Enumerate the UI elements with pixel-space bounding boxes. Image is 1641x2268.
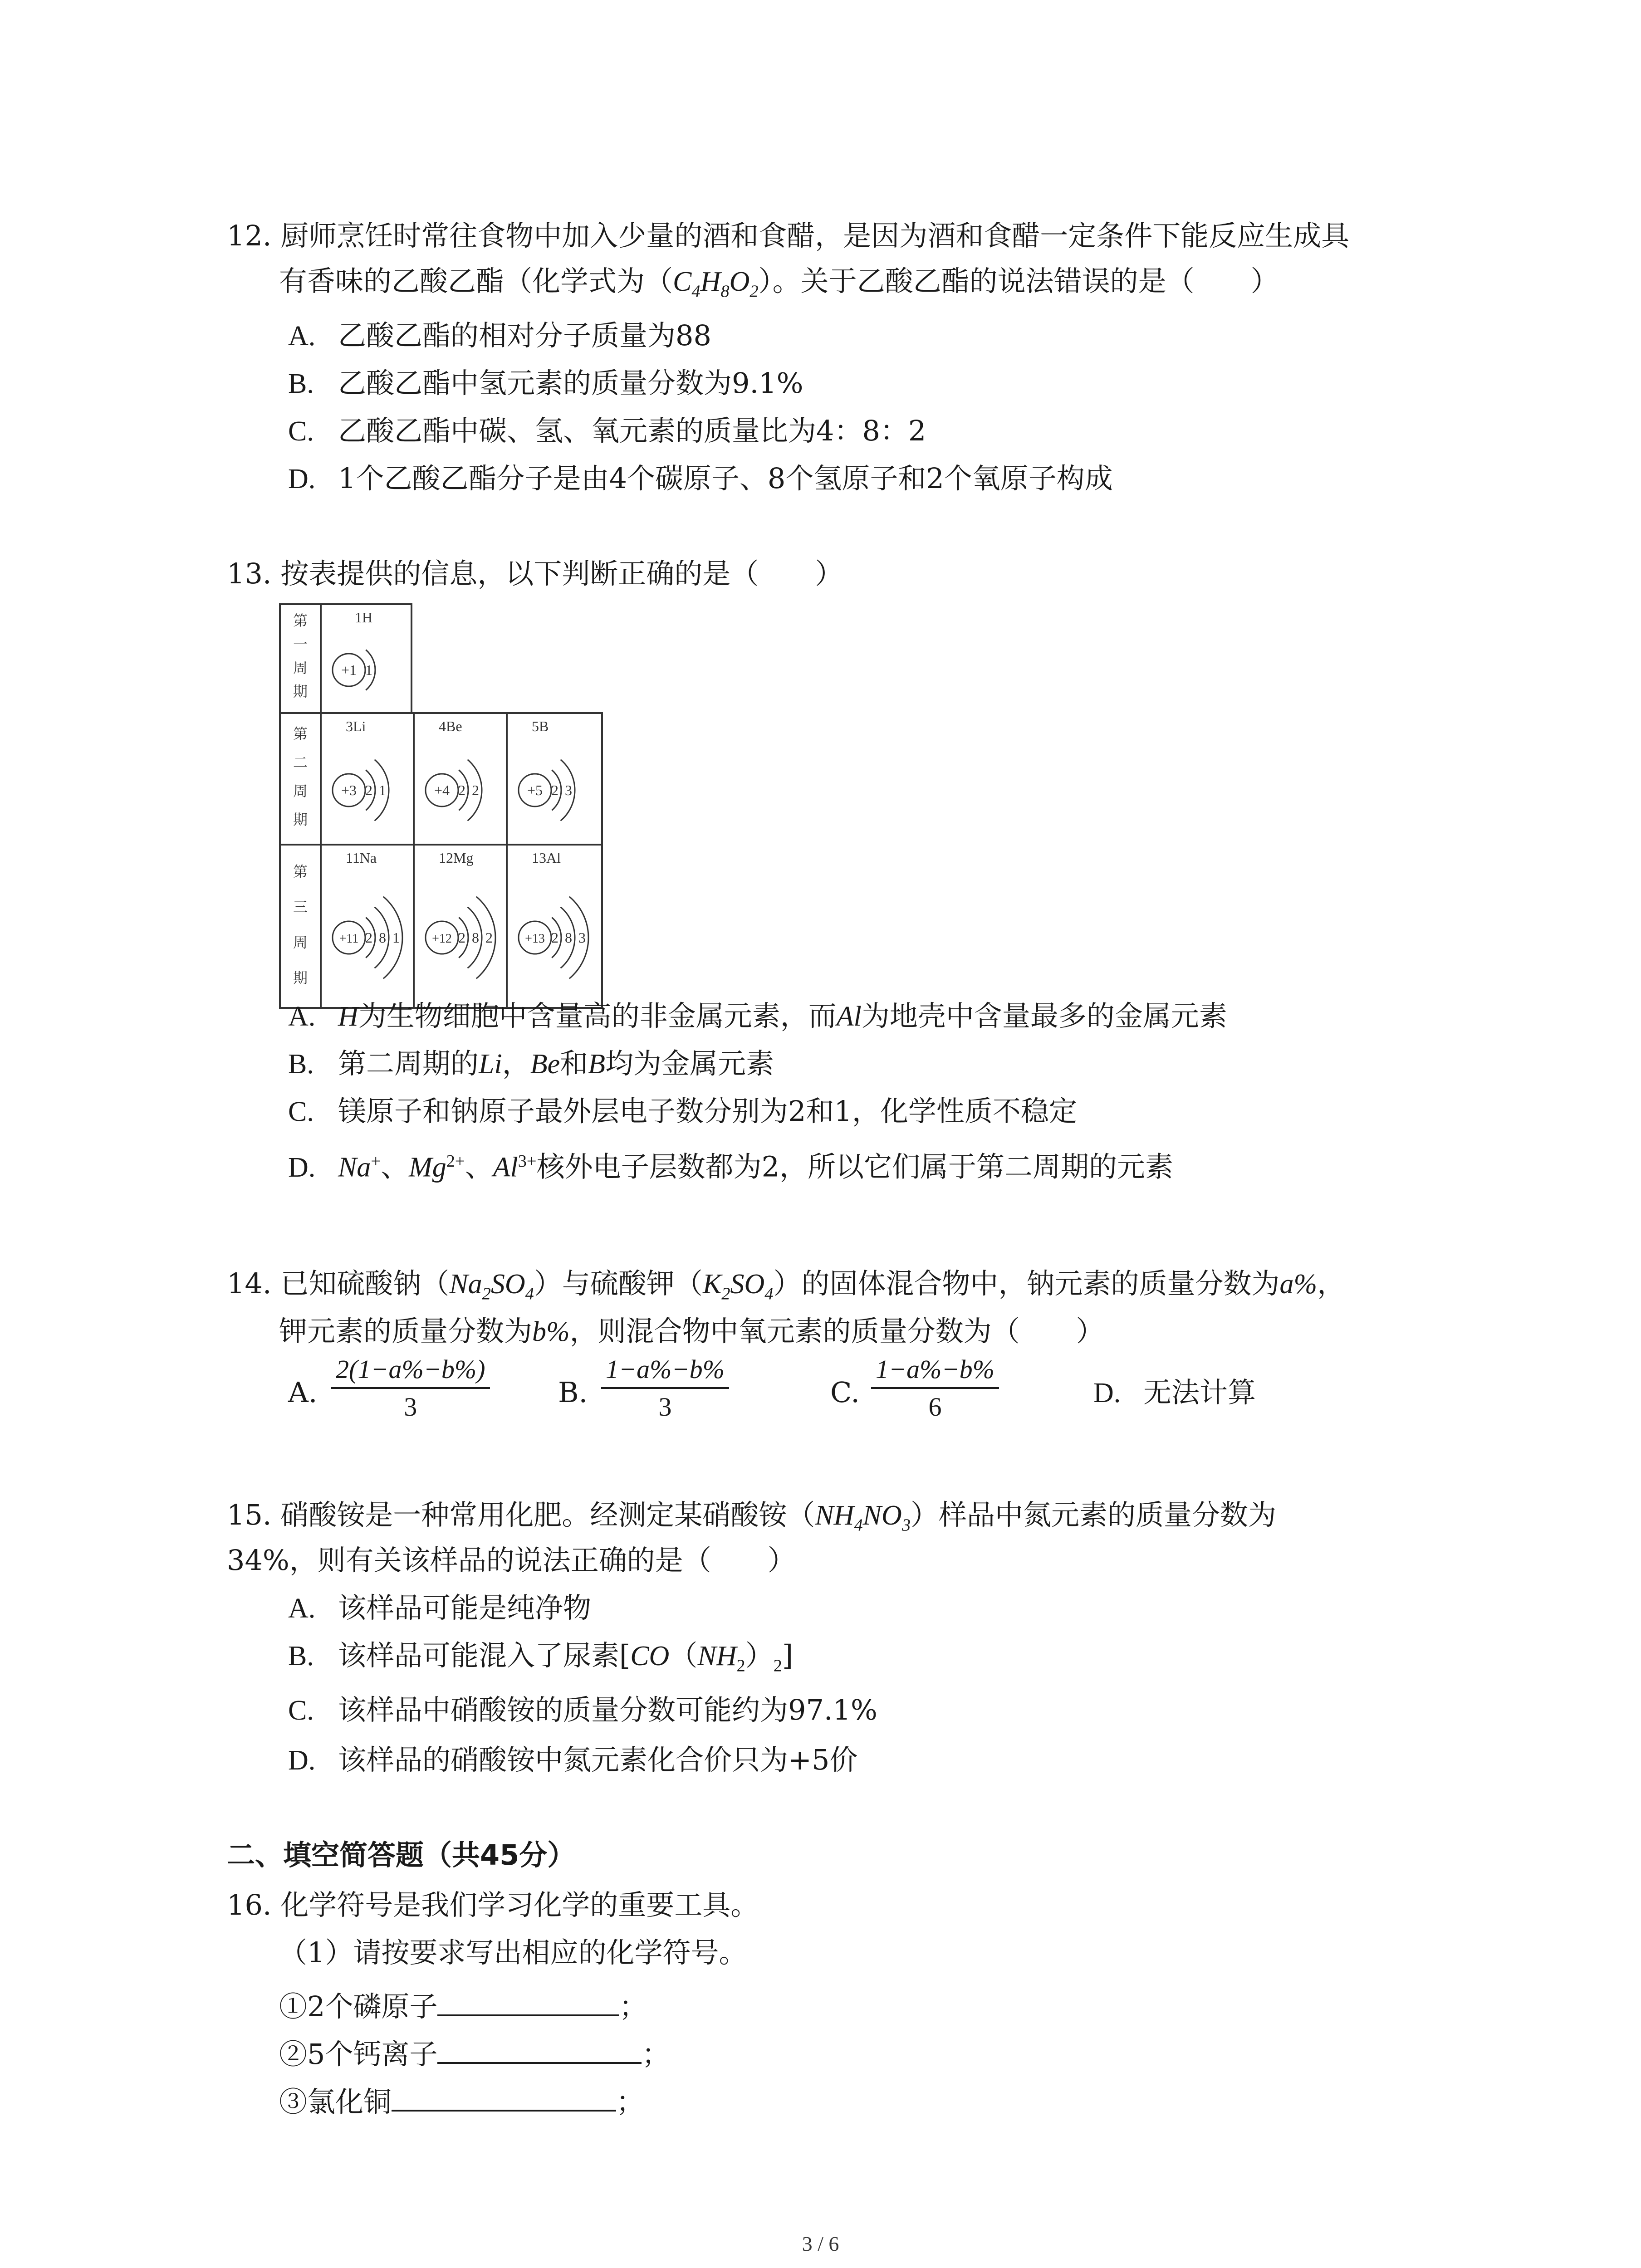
electron-count: 3 (578, 929, 586, 946)
q15-option-d: D. 该样品的硝酸铵中氮元素化合价只为+5价 (288, 1743, 858, 1776)
electron-count: 3 (565, 782, 572, 798)
q14-option-a-fraction: $\frac{2(1-a\%-b\%)}{3}$ (331, 1354, 490, 1422)
q16-sub1: （1）请按要求写出相应的化学符号。 (279, 1936, 747, 1969)
q12-option-b: B. 乙酸乙酯中氢元素的质量分数为9.1% (288, 367, 803, 400)
element-label: 11Na (346, 850, 377, 866)
q12-stem-line1: 12. 厨师烹饪时常往食物中加入少量的酒和食醋，是因为酒和食醋一定条件下能反应生成具 (227, 219, 1350, 252)
electron-count: 2 (458, 929, 465, 946)
q15-option-c: C. 该样品中硝酸铵的质量分数可能约为97.1% (288, 1693, 877, 1726)
q15-stem-line2: 34%，则有关该样品的说法正确的是（ ） (227, 1544, 796, 1577)
q15-stem-line1: 15. 硝酸铵是一种常用化肥。经测定某硝酸铵$(NH_4NO_3)$样品中氮元素的质量分数为 (227, 1498, 1277, 1535)
answer-blank-3[interactable] (392, 2080, 616, 2112)
atom-diagram-na (333, 850, 402, 978)
q13-option-a: A. H为生物细胞中含量高的非金属元素，而Al为地壳中含量最多的金属元素 (288, 999, 1227, 1032)
element-label: 12Mg (439, 850, 474, 866)
answer-blank-1[interactable] (437, 1984, 619, 2016)
electron-count: 2 (485, 929, 493, 946)
nucleus-charge: +5 (527, 782, 543, 798)
element-label: 5B (532, 718, 549, 734)
q14-option-d: D. 无法计算 (1093, 1376, 1256, 1409)
electron-count: 8 (565, 929, 572, 946)
q16-item-1: ①2个磷原子 ； (279, 1984, 647, 2025)
section-title: 二、填空简答题（共45分） (227, 1838, 576, 1872)
q13-stem: 13. 按表提供的信息，以下判断正确的是（ ） (227, 557, 843, 590)
q15-option-b: B. 该样品可能混入了尿素$[CO(NH_2)_2]$ (288, 1639, 794, 1676)
electron-count: 8 (472, 929, 479, 946)
q13-option-b: B. 第二周期的Li，Be和B均为金属元素 (288, 1047, 774, 1080)
atom-diagram-al (519, 850, 588, 978)
q14-option-c-fraction: $\frac{1-a\%-b\%}{6}$ (871, 1354, 999, 1422)
q14-option-a-letter: A. (288, 1376, 318, 1409)
q14-stem-line2: 钾元素的质量分数为b%，则混合物中氧元素的质量分数为（ ） (279, 1315, 1104, 1348)
atomic-structure-table (279, 603, 606, 1012)
q12-stem-line2: 有香味的乙酸乙酯（化学式为$(C_4H_8O_2)$。关于乙酸乙酯的说法错误的是（ ） (279, 264, 1279, 301)
q16-stem: 16. 化学符号是我们学习化学的重要工具。 (227, 1888, 759, 1921)
element-label: 3Li (346, 718, 366, 734)
atom-diagram-be (426, 718, 482, 821)
atom-diagram-b (519, 718, 575, 821)
q13-option-c: C. 镁原子和钠原子最外层电子数分别为2和1，化学性质不稳定 (288, 1095, 1077, 1128)
nucleus-charge: +1 (341, 662, 357, 678)
element-label: 13Al (532, 850, 561, 866)
electron-count: 2 (551, 782, 558, 798)
page-number: 3 / 6 (802, 2232, 839, 2255)
nucleus-charge: +4 (434, 782, 450, 798)
electron-count: 1 (365, 662, 372, 678)
q14-option-c-letter: C. (830, 1376, 860, 1409)
atom-diagram-li (333, 718, 389, 821)
electron-count: 2 (365, 782, 372, 798)
q13-option-d: D. Na+、$Mg^{2+}$、$Al^{3+}$核外电子层数都为2，所以它们属于第二周期的元素 (288, 1150, 1174, 1183)
q16-item-2: ②5个钙离子 ； (279, 2032, 670, 2072)
q14-option-b-letter: B. (558, 1376, 588, 1409)
period-label-3: 第三周期 (293, 863, 308, 987)
nucleus-charge: +12 (432, 932, 452, 946)
period-label-1: 第一周期 (293, 611, 308, 700)
q12-option-c: C. 乙酸乙酯中碳、氢、氧元素的质量比为4：8：2 (288, 414, 926, 447)
period-label-2: 第二周期 (293, 725, 308, 828)
electron-count: 1 (379, 782, 386, 798)
q12-option-d: D. 1个乙酸乙酯分子是由4个碳原子、8个氢原子和2个氧原子构成 (288, 462, 1113, 495)
electron-count: 8 (379, 929, 386, 946)
q12-option-a: A. 乙酸乙酯的相对分子质量为88 (288, 319, 711, 352)
electron-count: 2 (551, 929, 558, 946)
q15-option-a: A. 该样品可能是纯净物 (288, 1591, 592, 1624)
electron-count: 1 (392, 929, 400, 946)
answer-blank-2[interactable] (437, 2032, 642, 2064)
element-label: 4Be (439, 718, 462, 734)
nucleus-charge: +3 (341, 782, 357, 798)
electron-count: 2 (458, 782, 465, 798)
nucleus-charge: +13 (525, 932, 545, 946)
nucleus-charge: +11 (339, 932, 359, 946)
electron-count: 2 (472, 782, 479, 798)
atom-diagram-mg (426, 850, 495, 978)
q14-option-b-fraction: $\frac{1-a\%-b\%}{3}$ (601, 1354, 729, 1422)
q16-item-3: ③氯化铜 ； (279, 2080, 644, 2120)
q14-stem-line1: 14. 已知硫酸钠$(Na_2SO_4)$与硫酸钾$(K_2SO_4)$的固体混合物中，钠元素的质量分数为a%， (227, 1267, 1346, 1304)
element-label: 1H (355, 609, 373, 626)
q12-formula: $C_4H_8O_2$ (673, 266, 759, 301)
atom-diagram-h (333, 609, 375, 690)
electron-count: 2 (365, 929, 372, 946)
